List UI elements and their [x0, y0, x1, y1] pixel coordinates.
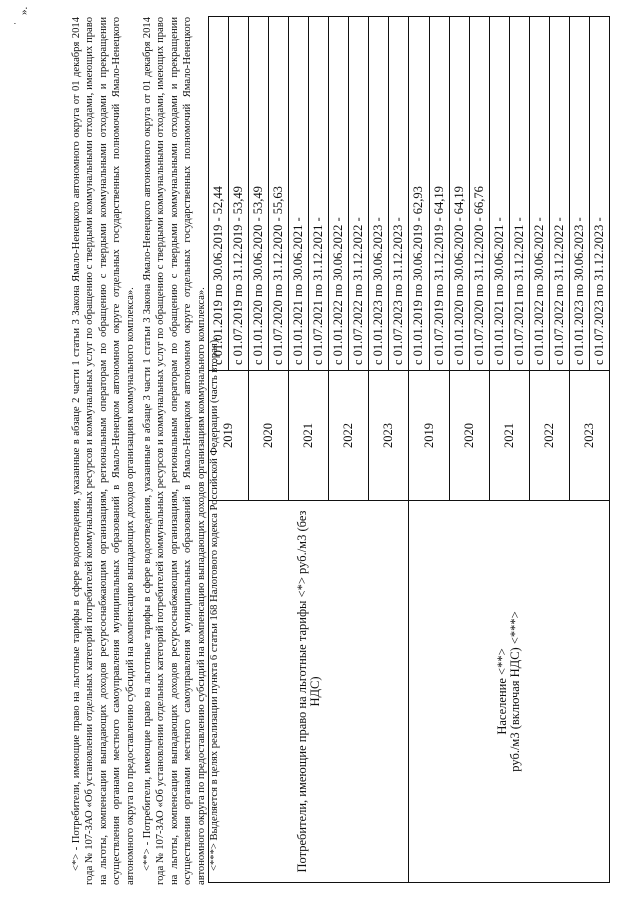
- footnote-2: <**> - Потребители, имеющие право на льготные тарифы в сфере водоотведения, указанные в абзаце 3 части 1 статьи 3 Закона Ямало-Ненецкого автономного округа от 01 декабря 2014 года № 107-ЗАО «Об установлении отдельных категорий потребителей коммунальных ресурсов и коммунальных услуг по обращению с твердыми коммунальными отходами, имеющих право на льготы, компенсации выпадающих доходов ресурсоснабжающим организациям, региональным операторам по обращению с твердыми коммунальными отходами и прекращении осуществления органами местного самоуправления муниципальных образований в Ямало-Ненецком автономном округе отдельных государственных полномочий Ямало-Ненецкого автономного округа по предоставлению субсидий на компенсацию выпадающих доходов организациям коммунального комплекса».: [142, 17, 207, 885]
- period-cell: с 01.07.2019 по 31.12.2019 - 64,19: [429, 17, 449, 371]
- closing-quote-mark: ».: [18, 6, 30, 15]
- period-cell: с 01.07.2022 по 31.12.2022 -: [349, 17, 369, 371]
- period-cell: с 01.07.2020 по 31.12.2020 - 55,63: [269, 17, 289, 371]
- period-cell: с 01.01.2019 по 30.06.2019 - 62,93: [409, 17, 429, 371]
- year-cell: 2021: [489, 371, 529, 501]
- year-cell: 2020: [249, 371, 289, 501]
- year-cell: 2020: [449, 371, 489, 501]
- year-cell: 2023: [369, 371, 409, 501]
- period-cell: с 01.01.2022 по 30.06.2022 -: [529, 17, 549, 371]
- tariff-table: [208, 16, 610, 883]
- year-cell: 2022: [529, 371, 569, 501]
- period-cell: с 01.01.2021 по 30.06.2021 -: [489, 17, 509, 371]
- speck: ·: [10, 22, 20, 25]
- year-cell: 2023: [569, 371, 609, 501]
- category-cell-privileged: [209, 501, 409, 883]
- period-cell: с 01.07.2021 по 31.12.2021 -: [309, 17, 329, 371]
- category-label: Население <**>: [495, 648, 510, 735]
- period-cell: с 01.07.2023 по 31.12.2023 -: [389, 17, 409, 371]
- period-cell: с 01.01.2023 по 30.06.2023 -: [369, 17, 389, 371]
- period-cell: с 01.01.2022 по 30.06.2022 -: [329, 17, 349, 371]
- period-cell: с 01.07.2019 по 31.12.2019 - 53,49: [229, 17, 249, 371]
- category-cell-population: [409, 501, 610, 883]
- period-cell: с 01.01.2021 по 30.06.2021 -: [289, 17, 309, 371]
- period-cell: с 01.07.2023 по 31.12.2023 -: [589, 17, 609, 371]
- year-cell: 2022: [329, 371, 369, 501]
- footnotes: [70, 17, 221, 885]
- footnote-1: <*> - Потребители, имеющие право на льготные тарифы в сфере водоотведения, указанные в абзаце 2 части 1 статьи 3 Закона Ямало-Ненецкого автономного округа от 01 декабря 2014 года № 107-ЗАО «Об установлении отдельных категорий потребителей коммунальных ресурсов и коммунальных услуг по обращению с твердыми коммунальными отходами, имеющих право на льготы, компенсации выпадающих доходов ресурсоснабжающим организациям, региональным операторам по обращению с твердыми коммунальными отходами и прекращении осуществления органами местного самоуправления муниципальных образований в Ямало-Ненецком автономном округе отдельных государственных полномочий Ямало-Ненецкого автономного округа по предоставлению субсидий на компенсацию выпадающих доходов организациям коммунального комплекса».: [71, 17, 136, 885]
- period-cell: с 01.01.2019 по 30.06.2019 - 52,44: [209, 17, 229, 371]
- category-label: Потребители, имеющие право на льготные тарифы <*> руб./м3 (без НДС): [294, 510, 322, 873]
- period-cell: с 01.01.2023 по 30.06.2023 -: [569, 17, 589, 371]
- period-cell: с 01.07.2020 по 31.12.2020 - 66,76: [469, 17, 489, 371]
- year-cell: 2019: [409, 371, 449, 501]
- period-cell: с 01.01.2020 по 30.06.2020 - 64,19: [449, 17, 469, 371]
- period-cell: с 01.07.2022 по 31.12.2022 -: [549, 17, 569, 371]
- category-unit: руб./м3 (включая НДС) <***>: [508, 611, 523, 772]
- period-cell: с 01.01.2020 по 30.06.2020 - 53,49: [249, 17, 269, 371]
- table-row: [409, 17, 429, 883]
- year-cell: 2019: [209, 371, 249, 501]
- year-cell: 2021: [289, 371, 329, 501]
- footnote-3: <***> Выделяется в целях реализации пункта 6 статьи 168 Налогового кодекса Российской Федерации (часть вторая).: [209, 337, 221, 871]
- period-cell: с 01.07.2021 по 31.12.2021 -: [509, 17, 529, 371]
